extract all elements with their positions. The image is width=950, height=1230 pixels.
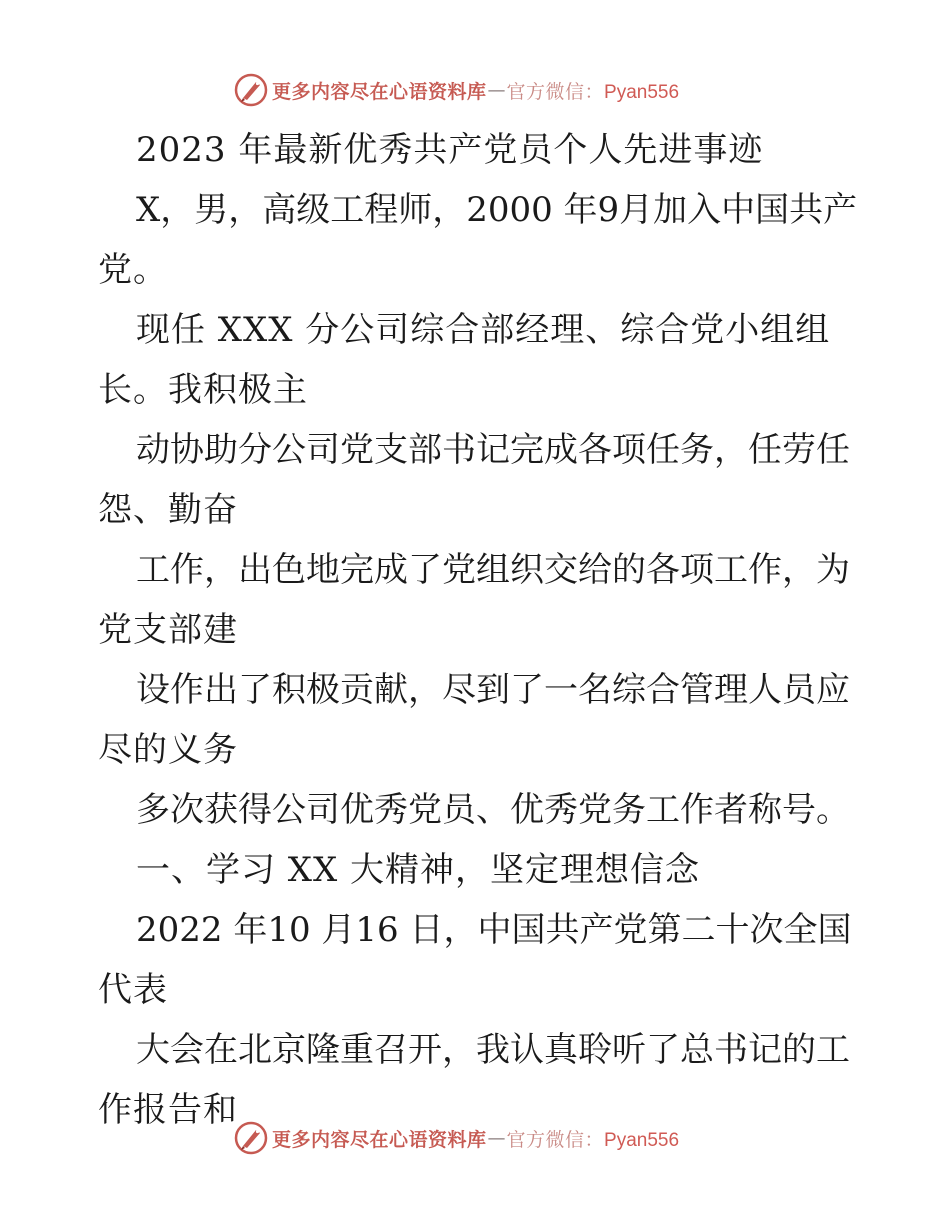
- paragraph-line: X，男，高级工程师，2000 年9月加入中国共产: [136, 190, 858, 230]
- paragraph-line: 动协助分公司党支部书记完成各项任务，任劳任: [136, 430, 850, 470]
- banner-dash: —: [487, 1127, 506, 1149]
- banner-dash: —: [487, 79, 506, 101]
- paragraph-line: 多次获得公司优秀党员、优秀党务工作者称号。: [136, 790, 850, 830]
- paragraph-line: 尽的义务: [98, 730, 238, 770]
- paragraph-line: 现任 XXX 分公司综合部经理、综合党小组组: [136, 310, 831, 350]
- pen-logo-icon: [234, 1121, 268, 1155]
- banner-wechat: [507, 77, 680, 104]
- pen-logo-icon: [234, 73, 268, 107]
- banner-wechat-id: Pyan556: [604, 81, 680, 103]
- paragraph-line: 党支部建: [98, 610, 238, 650]
- banner-wechat-label: 官方微信：: [506, 1128, 605, 1151]
- paragraph-line: 作报告和: [98, 1090, 238, 1130]
- banner-wechat-id: Pyan556: [604, 1129, 680, 1151]
- banner-main-text: 更多内容尽在心语资料库: [272, 1128, 487, 1151]
- banner-main-text: 更多内容尽在心语资料库: [272, 80, 487, 103]
- banner-wechat: [507, 1125, 680, 1152]
- paragraph-line: 党。: [98, 250, 168, 290]
- document-title: 2023 年最新优秀共产党员个人先进事迹: [136, 130, 764, 170]
- footer-banner: [234, 1120, 679, 1156]
- section-heading: 一、学习 XX 大精神，坚定理想信念: [136, 850, 701, 890]
- paragraph-line: 大会在北京隆重召开，我认真聆听了总书记的工: [136, 1030, 850, 1070]
- paragraph-line: 代表: [98, 970, 168, 1010]
- document-body: [98, 120, 858, 1140]
- header-banner: [234, 72, 679, 108]
- paragraph-line: 工作，出色地完成了党组织交给的各项工作，为: [136, 550, 850, 590]
- paragraph-line: 长。我积极主: [98, 370, 308, 410]
- paragraph-line: 2022 年10 月16 日，中国共产党第二十次全国: [136, 910, 852, 950]
- paragraph-line: 怨、勤奋: [98, 490, 238, 530]
- paragraph-line: 设作出了积极贡献，尽到了一名综合管理人员应: [136, 670, 850, 710]
- banner-wechat-label: 官方微信：: [506, 80, 605, 103]
